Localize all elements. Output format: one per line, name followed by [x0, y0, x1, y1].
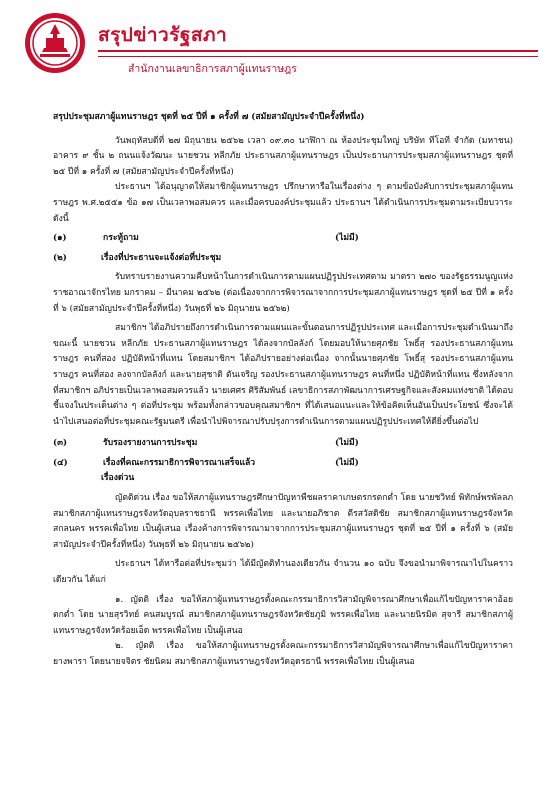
section-number: (๓): [53, 438, 68, 449]
section-5-item-1: ๑. ญัตติ เรื่อง ขอให้สภาผู้แทนราษฎรตั้งคณะกรรมาธิการวิสามัญพิจารณาศึกษาเพื่อแก้ไขปัญหาราคาอ้อยตกต่ำ โดย นายสุรวิทย์ คนสมบูรณ์ สมาชิกสภาผู้แทนราษฎรจังหวัดชัยภูมิ พรรคเพื่อไทย และนายนิรมิต สุจารี สมาชิกสภาผู้แทนราษฎรจังหวัดร้อยเอ็ด พรรคเพื่อไทย เป็นผู้เสนอ: [53, 594, 513, 636]
section-2-paragraph-2: สมาชิกฯ ได้อภิปรายถึงการดำเนินการตามแผนและขั้นตอนการปฏิรูปประเทศ และเมื่อการประชุมดำเนินมาถึงขณะนี้ นายชวน หลีกภัย ประธานสภาผู้แทนราษฎร ได้ลงจากบัลลังก์ โดยมอบให้นายศุภชัย โพธิ์สุ รองประธานสภาผู้แทนราษฎร คนที่สอง ปฏิบัติหน้าที่แทน โดยสมาชิกฯ ได้อภิปรายอย่างต่อเนื่อง จากนั้นนายศุภชัย โพธิ์สุ รองประธานสภาผู้แทนราษฎร คนที่สอง ลงจากบัลลังก์ และนายสุชาติ ตันเจริญ รองประธานสภาผู้แทนราษฎร คนที่หนึ่ง ปฏิบัติหน้าที่แทน ซึ่งหลังจากที่สมาชิกฯ อภิปรายเป็นเวลาพอสมควรแล้ว นายเศศร ศิริสัมพันธ์ เลขาธิการสภาพัฒนาการเศรษฐกิจและสังคมแห่งชาติ ได้ตอบชี้แจงในประเด็นต่าง ๆ ต่อที่ประชุม พร้อมทั้งกล่าวขอบคุณสมาชิกฯ ที่ได้เสนอแนะและให้ข้อคิดเห็นอันเป็นประโยชน์ ซึ่งจะได้นำไปเสนอต่อที่ประชุมคณะรัฐมนตรี เพื่อนำไปพิจารณาปรับปรุงการดำเนินการตามแผนปฏิรูปประเทศให้ดียิ่งขึ้นต่อไป: [53, 323, 513, 427]
header-subtitle: สำนักงานเลขาธิการสภาผู้แทนราษฎร: [128, 63, 297, 75]
section-5-paragraph-1: ญัตติด่วน เรื่อง ขอให้สภาผู้แทนราษฎรศึกษาปัญหาพืชผลราคาเกษตรกรตกต่ำ โดย นายชวิทย์ พิทักษ์พรพัลลภ สมาชิกสภาผู้แทนราษฎรจังหวัดอุบลราชธานี พรรคเพื่อไทย และนายอภิชาต ตีรสวัสดิชัย สมาชิกสภาผู้แทนราษฎรจังหวัดสกลนคร พรรคเพื่อไทย เป็นผู้เสนอ เรื่องค้างการพิจารณามาจากการประชุมสภาผู้แทนราษฎร ชุดที่ ๒๕ ปีที่ ๑ ครั้งที่ ๖ (สมัยสามัญประจำปีครั้งที่หนึ่ง) วันพุธที่ ๒๖ มิถุนายน ๒๕๖๒): [53, 493, 513, 550]
section-2-paragraph-1: รับทราบรายงานความคืบหน้าในการดำเนินการตามแผนปฏิรูปประเทศตาม มาตรา ๒๗๐ ของรัฐธรรมนูญแห่งราชอาณาจักรไทย มกราคม – มีนาคม ๒๕๖๒ (ต่อเนื่องจากการพิจารณาจากการประชุมสภาผู้แทนราษฎร ชุดที่ ๒๕ ปีที่ ๑ ครั้งที่ ๖ (สมัยสามัญประจำปีครั้งที่หนึ่ง) วันพุธที่ ๒๖ มิถุนายน ๒๕๖๒): [53, 272, 513, 314]
page-header: [0, 0, 558, 100]
section-2: [53, 251, 513, 267]
header-divider-thin: [98, 56, 538, 57]
section-number: (๔): [53, 457, 68, 468]
document-body: [53, 110, 513, 671]
section-none-label: (ไม่มี): [335, 233, 359, 244]
section-title: เรื่องที่คณะกรรมาธิการพิจารณาเสร็จแล้ว: [103, 457, 256, 468]
header-title: สรุปข่าวรัฐสภา: [98, 24, 228, 46]
section-3: [53, 436, 513, 452]
section-5: [53, 471, 513, 487]
intro-paragraph-2: ประธานฯ ได้อนุญาตให้สมาชิกผู้แทนราษฎร ปรึกษาหารือในเรื่องต่าง ๆ ตามข้อบังคับการประชุมสภาผู้แทนราษฎร พ.ศ.๒๕๕๑ ข้อ ๑๗ เป็นเวลาพอสมควร และเมื่อครบองค์ประชุมแล้ว ประธานฯ ได้ดำเนินการประชุมตามระเบียบวาระ ดังนี้: [53, 182, 513, 224]
document-heading: สรุปประชุมสภาผู้แทนราษฎร ชุดที่ ๒๕ ปีที่ ๑ ครั้งที่ ๗ (สมัยสามัญประจำปีครั้งที่หนึ่ง): [53, 112, 365, 122]
parliament-seal-icon: [24, 12, 86, 74]
section-number: (๑): [53, 233, 67, 244]
header-divider: [98, 50, 538, 52]
section-1: [53, 231, 513, 247]
section-title: รับรองรายงานการประชุม: [103, 438, 198, 449]
section-title: เรื่องด่วน: [101, 473, 135, 484]
intro-paragraph-1: วันพฤหัสบดีที่ ๒๗ มิถุนายน ๒๕๖๒ เวลา ๐๙.๓๐ นาฬิกา ณ ห้องประชุมใหญ่ บริษัท ทีโอที จำกัด (มหาชน) อาคาร ๙ ชั้น ๒ ถนนแจ้งวัฒนะ นายชวน หลีกภัย ประธานสภาผู้แทนราษฎร เป็นประธานการประชุมสภาผู้แทนราษฎร ชุดที่ ๒๕ ปีที่ ๑ ครั้งที่ ๗ (สมัยสามัญประจำปีครั้งที่หนึ่ง): [53, 135, 513, 177]
section-none-label: (ไม่มี): [335, 438, 359, 449]
section-none-label: (ไม่มี): [335, 457, 359, 468]
section-5-item-2: ๒. ญัตติ เรื่อง ขอให้สภาผู้แทนราษฎรตั้งคณะกรรมาธิการวิสามัญพิจารณาศึกษาเพื่อแก้ไขปัญหาราคายางพารา โดยนายจจิตร ชัยนิคม สมาชิกสภาผู้แทนราษฎรจังหวัดอุดรธานี พรรคเพื่อไทย เป็นผู้เสนอ: [53, 641, 513, 667]
section-title: กระทู้ถาม: [103, 233, 139, 244]
section-number: (๒): [53, 252, 67, 263]
section-title: เรื่องที่ประธานจะแจ้งต่อที่ประชุม: [101, 252, 222, 263]
section-4: [53, 456, 513, 472]
section-5-paragraph-2: ประธานฯ ได้หารือต่อที่ประชุมว่า ได้มีญัตติทำนองเดียวกัน จำนวน ๑๐ ฉบับ จึงขอนำมาพิจารณาไปในคราวเดียวกัน ได้แก่: [53, 559, 513, 586]
